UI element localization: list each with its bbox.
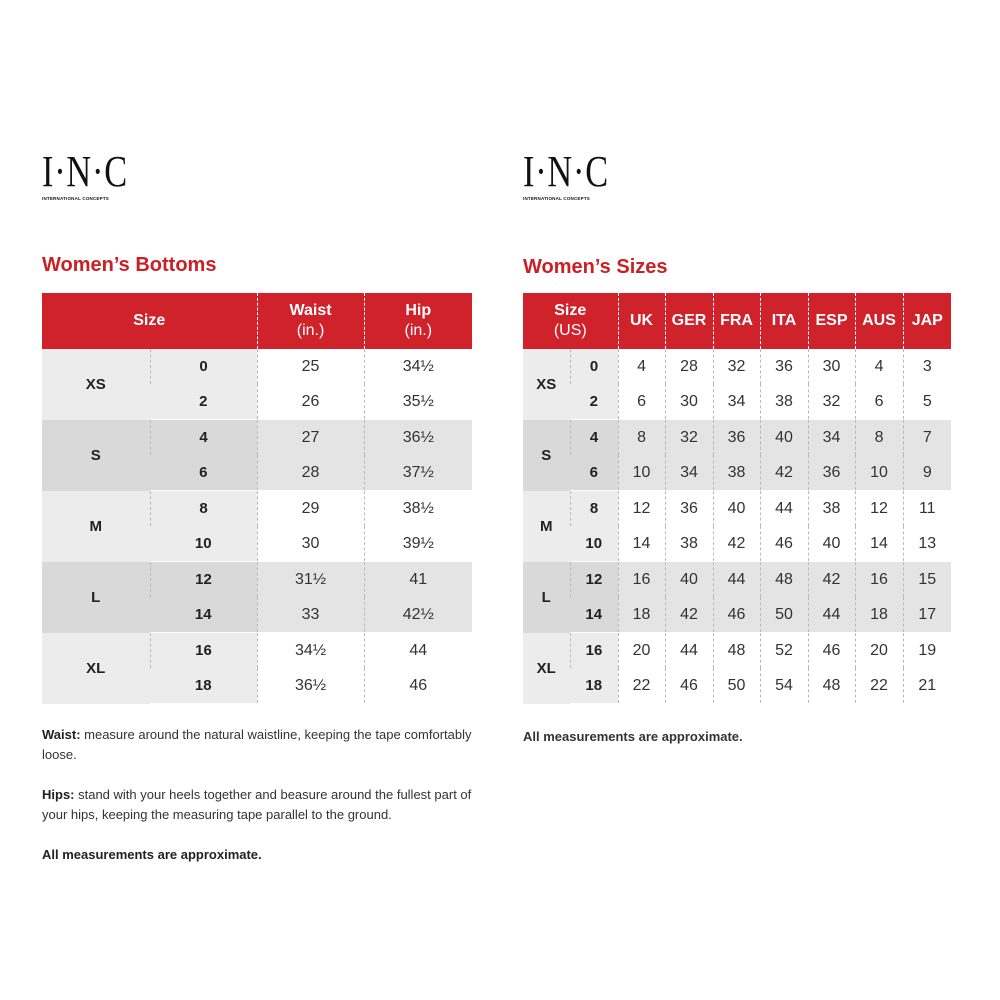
table-row	[523, 633, 951, 669]
header-country: UK	[618, 293, 665, 349]
header-waist-label: Waist	[289, 302, 332, 319]
converted-size: 3	[903, 349, 951, 384]
header-waist-unit: (in.)	[296, 322, 325, 339]
converted-size: 20	[855, 633, 903, 669]
converted-size: 28	[665, 349, 713, 384]
approx-note-left-text: All measurements are approximate.	[42, 847, 262, 862]
approx-note-right: All measurements are approximate.	[523, 729, 743, 744]
size-number: 12	[150, 562, 257, 598]
converted-size: 32	[713, 349, 760, 384]
waist-value: 28	[257, 455, 364, 491]
waist-value: 33	[257, 597, 364, 633]
converted-size: 54	[760, 668, 808, 704]
size-number: 10	[150, 526, 257, 562]
header-size: Size	[42, 293, 257, 349]
table-row	[42, 633, 472, 669]
converted-size: 32	[665, 420, 713, 456]
converted-size: 50	[713, 668, 760, 704]
converted-size: 34	[808, 420, 855, 456]
table-row	[523, 455, 951, 491]
converted-size: 40	[713, 491, 760, 527]
header-size-us-label: Size	[554, 302, 587, 319]
size-number: 18	[570, 668, 618, 704]
converted-size: 32	[808, 384, 855, 420]
size-number: 14	[570, 597, 618, 633]
size-number: 16	[570, 633, 618, 669]
converted-size: 20	[618, 633, 665, 669]
size-label: L	[42, 562, 150, 633]
converted-size: 19	[903, 633, 951, 669]
converted-size: 14	[618, 526, 665, 562]
header-waist	[257, 293, 364, 349]
converted-size: 4	[855, 349, 903, 384]
logo-subtitle: INTERNATIONAL CONCEPTS	[523, 196, 590, 201]
hip-value: 37½	[364, 455, 472, 491]
converted-size: 9	[903, 455, 951, 491]
inc-logo-right	[523, 147, 633, 201]
header-hip-label: Hip	[405, 302, 432, 319]
header-country: FRA	[713, 293, 760, 349]
header-country: JAP	[903, 293, 951, 349]
converted-size: 38	[760, 384, 808, 420]
header-country: ITA	[760, 293, 808, 349]
waist-value: 30	[257, 526, 364, 562]
converted-size: 34	[713, 384, 760, 420]
waist-value: 27	[257, 420, 364, 456]
waist-value: 34½	[257, 633, 364, 669]
size-number: 10	[570, 526, 618, 562]
hip-value: 39½	[364, 526, 472, 562]
size-label: XL	[42, 633, 150, 704]
converted-size: 11	[903, 491, 951, 527]
converted-size: 38	[665, 526, 713, 562]
header-country: ESP	[808, 293, 855, 349]
converted-size: 42	[665, 597, 713, 633]
converted-size: 48	[808, 668, 855, 704]
converted-size: 17	[903, 597, 951, 633]
waist-note-text: measure around the natural waistline, keeping the tape comfortably loose.	[42, 727, 472, 762]
converted-size: 18	[855, 597, 903, 633]
hip-value: 34½	[364, 349, 472, 384]
size-number: 14	[150, 597, 257, 633]
waist-value: 31½	[257, 562, 364, 598]
converted-size: 30	[808, 349, 855, 384]
size-label: XS	[42, 349, 150, 420]
converted-size: 42	[808, 562, 855, 598]
table-row	[523, 420, 951, 456]
converted-size: 50	[760, 597, 808, 633]
approx-note-left	[42, 845, 482, 865]
hip-value: 38½	[364, 491, 472, 527]
waist-value: 25	[257, 349, 364, 384]
waist-value: 29	[257, 491, 364, 527]
size-number: 4	[150, 420, 257, 456]
bottoms-title: Women’s Bottoms	[42, 254, 217, 276]
converted-size: 44	[665, 633, 713, 669]
converted-size: 52	[760, 633, 808, 669]
bottoms-header-row	[42, 293, 472, 349]
size-label: S	[523, 420, 570, 491]
converted-size: 46	[665, 668, 713, 704]
bottoms-table-body	[42, 349, 472, 704]
converted-size: 38	[808, 491, 855, 527]
converted-size: 10	[618, 455, 665, 491]
converted-size: 5	[903, 384, 951, 420]
converted-size: 8	[855, 420, 903, 456]
table-row	[523, 526, 951, 562]
converted-size: 38	[713, 455, 760, 491]
converted-size: 46	[713, 597, 760, 633]
converted-size: 40	[808, 526, 855, 562]
table-row	[523, 349, 951, 384]
converted-size: 48	[760, 562, 808, 598]
converted-size: 40	[760, 420, 808, 456]
hip-value: 42½	[364, 597, 472, 633]
sizes-header-row	[523, 293, 951, 349]
logo-subtitle: INTERNATIONAL CONCEPTS	[42, 196, 109, 201]
converted-size: 46	[808, 633, 855, 669]
size-label: L	[523, 562, 570, 633]
logo-mark: I·N·C	[42, 147, 128, 196]
hips-note	[42, 785, 482, 825]
bottoms-size-table	[42, 293, 472, 704]
size-number: 12	[570, 562, 618, 598]
logo-mark: I·N·C	[523, 147, 609, 196]
converted-size: 36	[808, 455, 855, 491]
converted-size: 15	[903, 562, 951, 598]
size-number: 2	[150, 384, 257, 420]
waist-value: 36½	[257, 668, 364, 704]
hips-note-label: Hips:	[42, 787, 75, 802]
size-label: M	[523, 491, 570, 562]
header-size-us-unit: (US)	[553, 322, 587, 339]
table-row	[523, 597, 951, 633]
table-row	[42, 349, 472, 384]
converted-size: 7	[903, 420, 951, 456]
converted-size: 12	[855, 491, 903, 527]
header-hip	[364, 293, 472, 349]
converted-size: 18	[618, 597, 665, 633]
size-label: S	[42, 420, 150, 491]
converted-size: 13	[903, 526, 951, 562]
converted-size: 12	[618, 491, 665, 527]
sizes-conversion-table	[523, 293, 951, 704]
inc-logo-left	[42, 147, 152, 201]
converted-size: 30	[665, 384, 713, 420]
size-number: 8	[150, 491, 257, 527]
size-number: 18	[150, 668, 257, 704]
table-row	[523, 491, 951, 527]
header-hip-unit: (in.)	[404, 322, 433, 339]
converted-size: 34	[665, 455, 713, 491]
waist-note	[42, 725, 482, 765]
table-row	[523, 384, 951, 420]
size-number: 8	[570, 491, 618, 527]
size-number: 16	[150, 633, 257, 669]
header-country: GER	[665, 293, 713, 349]
converted-size: 22	[618, 668, 665, 704]
converted-size: 10	[855, 455, 903, 491]
converted-size: 6	[855, 384, 903, 420]
table-row	[42, 562, 472, 598]
size-number: 0	[570, 349, 618, 384]
table-row	[523, 562, 951, 598]
converted-size: 44	[760, 491, 808, 527]
waist-value: 26	[257, 384, 364, 420]
size-label: XS	[523, 349, 570, 420]
converted-size: 42	[713, 526, 760, 562]
header-country: AUS	[855, 293, 903, 349]
hip-value: 44	[364, 633, 472, 669]
waist-note-label: Waist:	[42, 727, 81, 742]
size-number: 0	[150, 349, 257, 384]
converted-size: 36	[665, 491, 713, 527]
converted-size: 48	[713, 633, 760, 669]
size-number: 6	[570, 455, 618, 491]
hip-value: 46	[364, 668, 472, 704]
header-size-us	[523, 293, 618, 349]
converted-size: 36	[713, 420, 760, 456]
size-number: 4	[570, 420, 618, 456]
size-label: XL	[523, 633, 570, 704]
converted-size: 44	[713, 562, 760, 598]
converted-size: 46	[760, 526, 808, 562]
converted-size: 42	[760, 455, 808, 491]
hip-value: 41	[364, 562, 472, 598]
sizes-title: Women’s Sizes	[523, 256, 668, 278]
hip-value: 35½	[364, 384, 472, 420]
hip-value: 36½	[364, 420, 472, 456]
size-number: 2	[570, 384, 618, 420]
converted-size: 8	[618, 420, 665, 456]
converted-size: 36	[760, 349, 808, 384]
hips-note-text: stand with your heels together and beasure around the fullest part of your hips, keeping the measuring tape parallel to the ground.	[42, 787, 472, 822]
converted-size: 16	[855, 562, 903, 598]
size-number: 6	[150, 455, 257, 491]
converted-size: 6	[618, 384, 665, 420]
table-row	[42, 491, 472, 527]
converted-size: 16	[618, 562, 665, 598]
table-row	[523, 668, 951, 704]
size-label: M	[42, 491, 150, 562]
converted-size: 21	[903, 668, 951, 704]
bottoms-notes	[42, 725, 482, 885]
converted-size: 4	[618, 349, 665, 384]
converted-size: 22	[855, 668, 903, 704]
converted-size: 44	[808, 597, 855, 633]
converted-size: 14	[855, 526, 903, 562]
sizes-table-body	[523, 349, 951, 704]
table-row	[42, 420, 472, 456]
converted-size: 40	[665, 562, 713, 598]
